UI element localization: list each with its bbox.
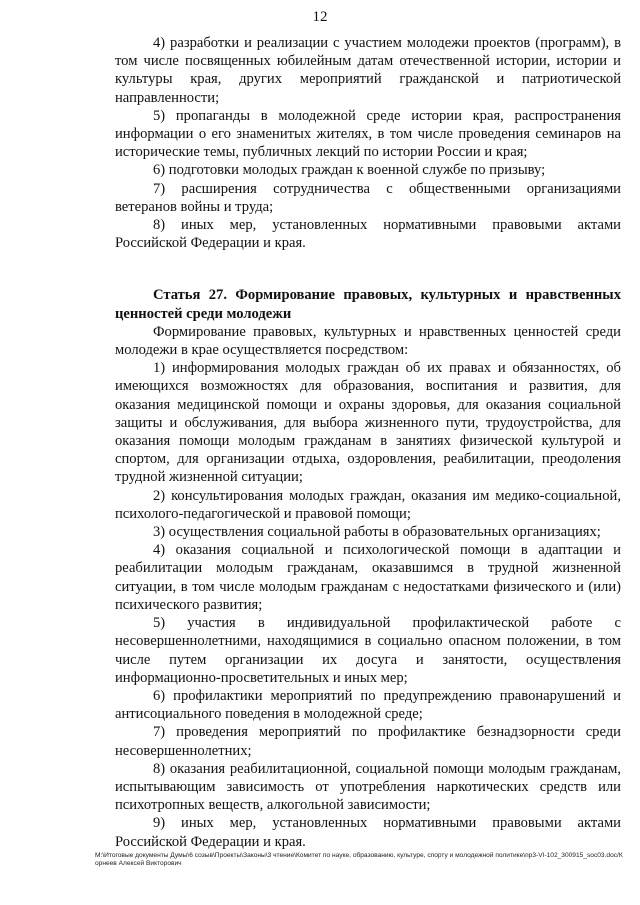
- list-item: 5) пропаганды в молодежной среде истории края, распространения информации о его знаменитых жителях, в том числе проведения семинаров на исторические темы, публичных лекций по истории России и края;: [115, 107, 621, 161]
- list-item: 4) разработки и реализации с участием молодежи проектов (программ), в том числе посвященных юбилейным датам отечественной истории, истории и культуры края, других мероприятий гражданской и патриотической направленности;: [115, 35, 621, 106]
- article-intro: Формирование правовых, культурных и нравственных ценностей среди молодежи в крае осуществляется посредством:: [115, 323, 621, 359]
- list-item: 3) осуществления социальной работы в образовательных организациях;: [153, 524, 601, 541]
- list-item: 7) расширения сотрудничества с общественными организациями ветеранов войны и труда;: [115, 180, 621, 215]
- list-item: 8) оказания реабилитационной, социальной помощи молодым гражданам, испытывающим зависимость от употребления наркотических средств или психотропных веществ, алкогольной зависимости;: [115, 760, 621, 814]
- list-item: 5) участия в индивидуальной профилактической работе с несовершеннолетними, находящимися в социально опасном положении, в том числе путем организации их досуга и занятости, осуществления информационно-просветительных и иных мер;: [115, 615, 621, 686]
- article-title: Статья 27. Формирование правовых, культурных и нравственных ценностей среди молодежи: [115, 287, 621, 322]
- list-item: 1) информирования молодых граждан об их правах и обязанностях, об имеющихся возможностях для образования, воспитания и развития, для оказания медицинской помощи и охраны здоровья, для оказания социальной защиты и обслуживания, для выбора жизненного пути, трудоустройства, для оказания помощи молодым гражданам в занятиях физической культурой и спортом, для организации отдыха, оздоровления, реабилитации, преодоления трудной жизненной ситуации;: [115, 360, 621, 486]
- list-item: 8) иных мер, установленных нормативными правовыми актами Российской Федерации и края.: [115, 217, 621, 252]
- list-item: 2) консультирования молодых граждан, оказания им медико-социальной, психолого-педагогической и правовой помощи;: [115, 487, 621, 522]
- list-item: 6) подготовки молодых граждан к военной службе по призыву;: [153, 162, 546, 179]
- page-number: 12: [312, 9, 328, 25]
- list-item: 6) профилактики мероприятий по предупреждению правонарушений и антисоциального поведения в молодежной среде;: [115, 687, 621, 723]
- list-item: 9) иных мер, установленных нормативными правовыми актами Российской Федерации и края.: [115, 815, 621, 850]
- file-path-footer: M:\Итоговые документы Думы\6 созыв\Проекты\Законы\3 чтение\Комитет по науке, образованию, культуре, спорту и молодежной политике\пр3-VI-102_300915_soc03.doc/Корнеев Алексей Викторович: [95, 852, 623, 867]
- list-item: 7) проведения мероприятий по профилактике безнадзорности среди несовершеннолетних;: [115, 724, 621, 759]
- document-body: [115, 34, 621, 851]
- list-item: 4) оказания социальной и психологической помощи в адаптации и реабилитации молодым гражданам, оказавшимся в трудной жизненной ситуации, в том числе молодым гражданам с недостатками физического и (или) психического развития;: [115, 542, 621, 613]
- spacer: [115, 252, 621, 286]
